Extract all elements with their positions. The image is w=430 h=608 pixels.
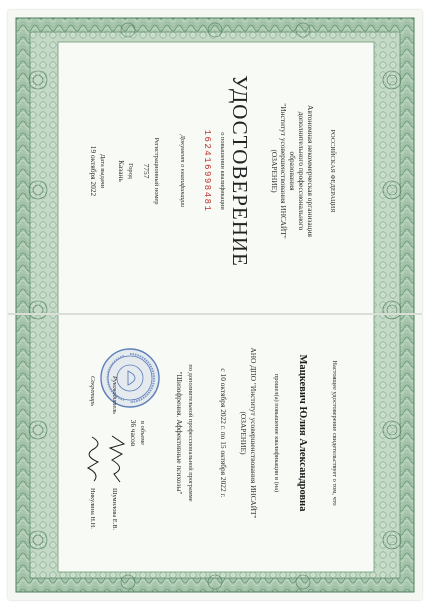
document-type: Документ о квалификации [179, 134, 186, 208]
country-text: РОССИЙСКАЯ ФЕДЕРАЦИЯ [329, 129, 336, 213]
right-page [58, 306, 358, 560]
head-signature [106, 434, 128, 484]
org-line-1: Автономная некоммерческая организация [306, 105, 315, 237]
city-value: Казань [117, 160, 126, 182]
reg-label: Регистрационный номер [153, 137, 160, 205]
reg-number: 7757 [142, 163, 151, 179]
document-number: 162416998481 [202, 129, 212, 213]
issue-date-label: Дата выдачи [99, 153, 106, 189]
institution-line-2: (ОЗАРЕНИЕ) [239, 411, 248, 455]
org-line-2: дополнительного профессионального [297, 111, 306, 231]
document-subtitle: о повышении квалификации [219, 132, 226, 210]
period-text: с 10 октября 2022 г. по 15 октября 2022 г. [219, 368, 228, 498]
issue-date-value: 19 октября 2022 [89, 145, 98, 197]
left-page [58, 42, 358, 300]
org-line-5: (ОЗАРЕНИЕ) [270, 149, 279, 193]
head-name: Шумилова Е.В. [111, 488, 118, 531]
head-label: Руководитель [111, 376, 118, 414]
passed-text: прошел(а) повышение квалификации в (на) [273, 373, 280, 493]
program-label: по дополнительной профессиональной программе [187, 364, 194, 502]
intro-text: Настоящее удостоверение свидетельствует о том, что [331, 360, 338, 506]
stamp-seal [98, 346, 162, 410]
org-line-4: "Институт усовершенствования ИНСАЙТ" [279, 103, 288, 239]
volume-label: в объеме [139, 421, 146, 445]
secretary-name: Никулина Н.Н. [89, 488, 96, 529]
volume-value: 36 часов [129, 419, 138, 447]
program-name: "Шизофрения. Аффективные психозы" [175, 371, 184, 495]
person-name: Мацкевич Юлия Александровна [297, 354, 308, 512]
secretary-label: Секретарь [89, 376, 96, 407]
institution-line-1: АНО ДПО "Институт усовершенствования ИНСАЙТ" [249, 347, 258, 519]
document-title: УДОСТОВЕРЕНИЕ [228, 75, 252, 267]
certificate-content [58, 42, 358, 560]
org-line-3: образования [288, 151, 297, 191]
secretary-signature [84, 434, 106, 484]
city-label: Город [127, 163, 134, 179]
